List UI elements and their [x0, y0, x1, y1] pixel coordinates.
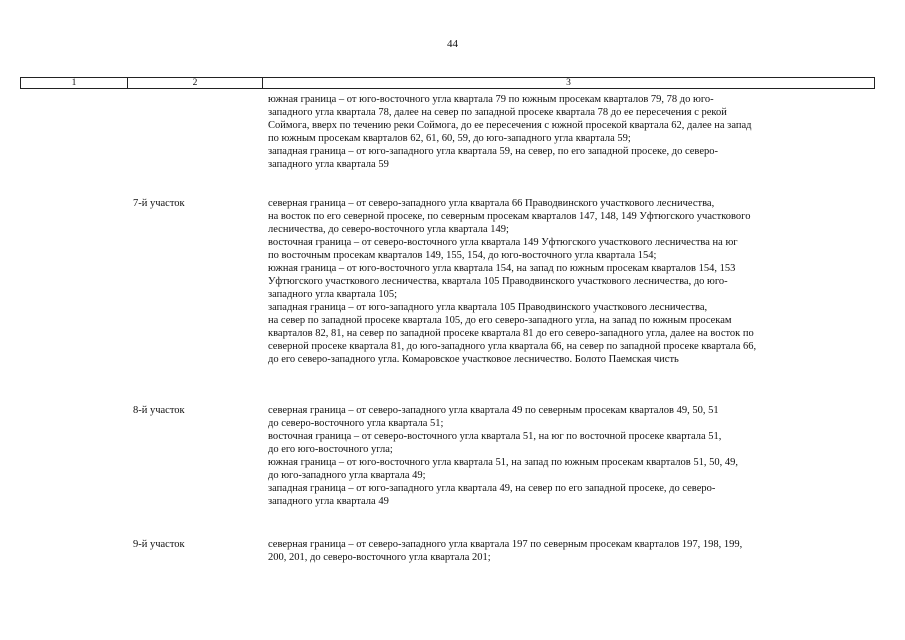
text-line: восточная граница – от северо-восточного угла квартала 51, на юг по восточной просеке квартала 51,: [268, 431, 722, 442]
text-line: восточная граница – от северо-восточного угла квартала 149 Уфтюгского участкового лесничества на юг: [268, 237, 738, 248]
text-line: по южным просекам кварталов 62, 61, 60, 59, до юго-западного угла квартала 59;: [268, 133, 631, 144]
page-number: 44: [447, 38, 458, 50]
text-line: до его юго-восточного угла;: [268, 444, 393, 455]
text-line: лесничества, до северо-восточного угла квартала 149;: [268, 224, 509, 235]
section-text: [268, 197, 878, 366]
text-line: кварталов 82, 81, на север по западной просеке квартала 81 до его северо-западного угла, далее на восток по: [268, 328, 754, 339]
text-line: северная граница – от северо-западного угла квартала 49 по северным просекам кварталов 49, 50, 51: [268, 405, 719, 416]
text-line: на север по западной просеке квартала 105, до его северо-западного угла, на запад по южным просекам: [268, 315, 732, 326]
text-line: северная граница – от северо-западного угла квартала 66 Праводвинского участкового лесничества,: [268, 198, 715, 209]
text-line: до северо-восточного угла квартала 51;: [268, 418, 444, 429]
text-line: западного угла квартала 78, далее на север по западной просеке квартала 78 до ее пересечения с рекой: [268, 107, 727, 118]
text-line: западная граница – от юго-западного угла квартала 59, на север, по его западной просеке, до северо-: [268, 146, 718, 157]
text-line: южная граница – от юго-восточного угла квартала 154, на запад по южным просекам кварталов 154, 153: [268, 263, 736, 274]
text-line: западная граница – от юго-западного угла квартала 49, на север по его западной просеке, до северо-: [268, 483, 716, 494]
text-line: южная граница – от юго-восточного угла квартала 79 по южным просекам кварталов 79, 78 до юго-: [268, 94, 714, 105]
text-line: западного угла квартала 105;: [268, 289, 397, 300]
text-line: на восток по его северной просеке, по северным просекам кварталов 147, 148, 149 Уфтюгского участкового: [268, 211, 751, 222]
section-label: 8-й участок: [133, 405, 185, 416]
text-line: северной просеке квартала 81, до юго-западного угла квартала 66, на север по западной просеке квартала 66,: [268, 341, 757, 352]
section-text: [268, 93, 878, 171]
text-line: Соймога, вверх по течению реки Соймога, до ее пересечения с южной просекой квартала 62, далее на запад: [268, 120, 752, 131]
text-line: Уфтюгского участкового лесничества, квартала 105 Праводвинского участкового лесничества, до юго-: [268, 276, 728, 287]
text-line: до юго-западного угла квартала 49;: [268, 470, 426, 481]
header-cell-3: 3: [262, 78, 874, 88]
text-line: западного угла квартала 59: [268, 159, 389, 170]
header-cell-1: 1: [71, 78, 77, 88]
section-text: [268, 404, 878, 508]
text-line: по восточным просекам кварталов 149, 155, 154, до юго-восточного угла квартала 154;: [268, 250, 657, 261]
section-label: 9-й участок: [133, 539, 185, 550]
text-line: западная граница – от юго-западного угла квартала 105 Праводвинского участкового лесничества,: [268, 302, 708, 313]
table-header-row: [20, 77, 875, 89]
header-cell-2: 2: [127, 78, 262, 88]
text-line: южная граница – от юго-восточного угла квартала 51, на запад по южным просекам кварталов 51, 50, 49,: [268, 457, 738, 468]
section-text: [268, 538, 878, 564]
text-line: западного угла квартала 49: [268, 496, 389, 507]
text-line: 200, 201, до северо-восточного угла квартала 201;: [268, 552, 491, 563]
text-line: северная граница – от северо-западного угла квартала 197 по северным просекам кварталов 197, 198, 199,: [268, 539, 743, 550]
text-line: до его северо-западного угла. Комаровское участковое лесничество. Болото Паемская чисть: [268, 354, 679, 365]
section-label: 7-й участок: [133, 198, 185, 209]
